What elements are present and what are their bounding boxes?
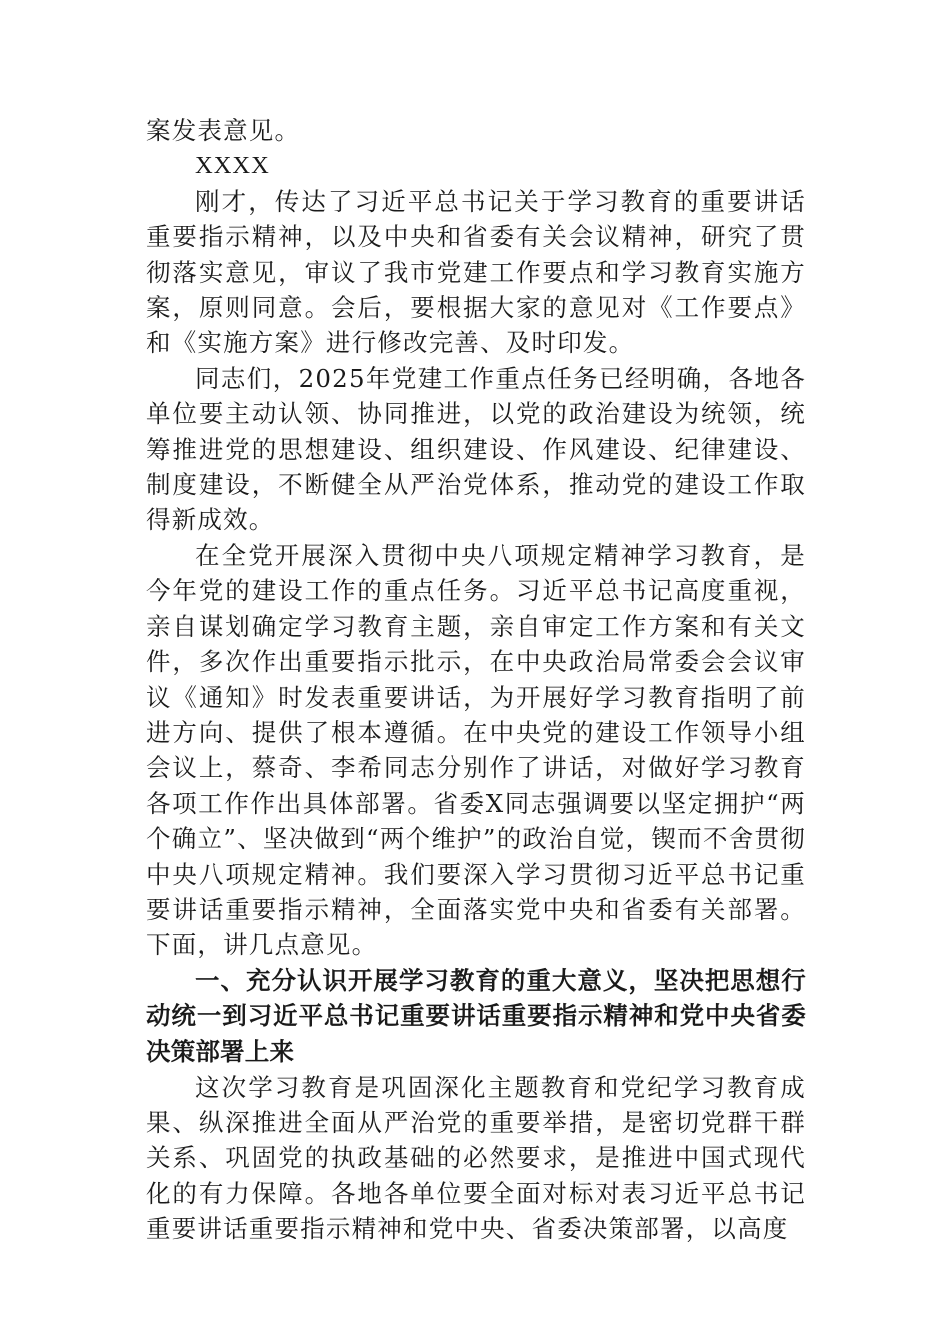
paragraph-3: 在全党开展深入贯彻中央八项规定精神学习教育，是今年党的建设工作的重点任务。习近平总书记高度重视，亲自谋划确定学习教育主题，亲自审定工作方案和有关文件，多次作出重要指示批示，在中央政治局常委会会议审议《通知》时发表重要讲话，为开展好学习教育指明了前进方向、提供了根本遵循。在中央党的建设工作领导小组会议上，蔡奇、李希同志分别作了讲话，对做好学习教育各项工作作出具体部署。省委X同志强调要以坚定拥护“两个确立”、坚决做到“两个维护”的政治自觉，锲而不舍贯彻中央八项规定精神。我们要深入学习贯彻习近平总书记重要讲话重要指示精神，全面落实党中央和省委有关部署。下面，讲几点意见。 <box>146 540 806 960</box>
section-heading: 一、充分认识开展学习教育的重大意义，坚决把思想行动统一到习近平总书记重要讲话重要指示精神和党中央省委决策部署上来 <box>146 965 806 1066</box>
lead-fragment: 案发表意见。 <box>146 116 301 145</box>
document-page <box>146 113 806 1247</box>
speaker-name: XXXX <box>195 152 270 180</box>
section-paragraph: 这次学习教育是巩固深化主题教育和党纪学习教育成果、纵深推进全面从严治党的重要举措，是密切党群干群关系、巩固党的执政基础的必然要求，是推进中国式现代化的有力保障。各地各单位要全面对标对表习近平总书记重要讲话重要指示精神和党中央、省委决策部署，以高度 <box>146 1072 806 1244</box>
paragraph-2: 同志们，2025年党建工作重点任务已经明确，各地各单位要主动认领、协同推进，以党的政治建设为统领，统筹推进党的思想建设、组织建设、作风建设、纪律建设、制度建设，不断健全从严治党体系，推动党的建设工作取得新成效。 <box>146 363 806 535</box>
paragraph-1: 刚才，传达了习近平总书记关于学习教育的重要讲话重要指示精神，以及中央和省委有关会议精神，研究了贯彻落实意见，审议了我市党建工作要点和学习教育实施方案，原则同意。会后，要根据大家的意见对《工作要点》和《实施方案》进行修改完善、及时印发。 <box>146 186 806 358</box>
